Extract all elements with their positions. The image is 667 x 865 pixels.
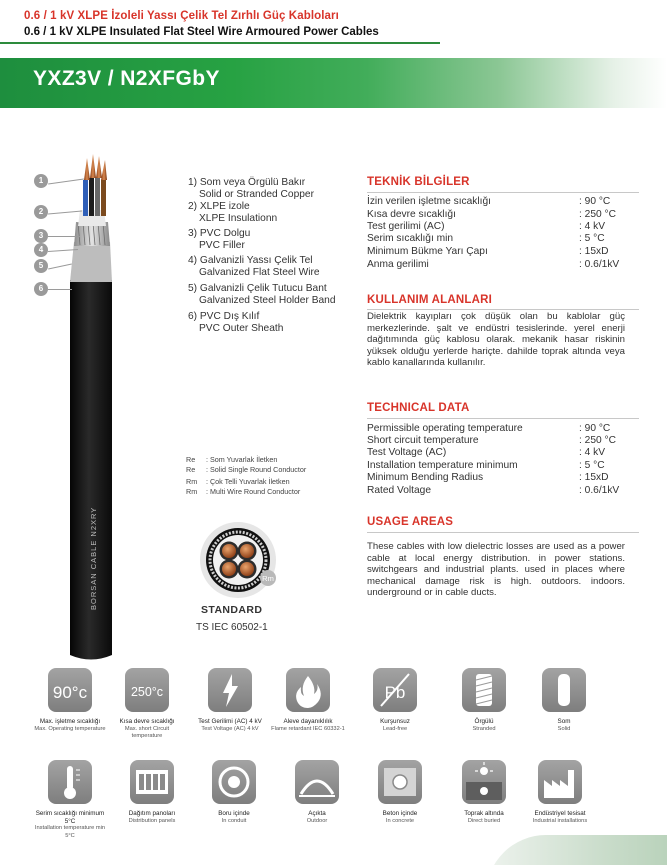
temp-250-icon <box>125 668 169 712</box>
callout-line-3 <box>48 236 80 237</box>
technical-row: Installation temperature minimum : 5 °C <box>367 460 605 471</box>
usage-rule <box>367 532 639 533</box>
section-badge: Rm <box>262 574 274 583</box>
feature-conduit: Boru içinde In conduit <box>196 760 272 825</box>
header-title-tr: 0.6 / 1 kV XLPE İzoleli Yassı Çelik Tel Zırhlı Güç Kabloları <box>24 10 339 22</box>
component-5: 5) Galvanizli Çelik Tutucu Bant Galvanized Steel Holder Band <box>188 283 336 306</box>
feature-distribution-panel: Dağıtım panoları Distribution panels <box>114 760 190 825</box>
callout-5: 5 <box>34 259 48 273</box>
kullanim-title: KULLANIM ALANLARI <box>367 294 492 306</box>
standard-title: STANDARD <box>201 604 263 616</box>
thermometer-icon <box>48 760 92 804</box>
concrete-icon <box>378 760 422 804</box>
usage-title: USAGE AREAS <box>367 516 454 528</box>
feature-test-voltage: Test Gerilimi (AC) 4 kV Test Voltage (AC) 4 kV <box>192 668 268 733</box>
component-6: 6) PVC Dış Kılıf PVC Outer Sheath <box>188 311 284 334</box>
technical-row: Permissible operating temperature : 90 °C <box>367 423 611 434</box>
cable-illustration <box>0 150 180 670</box>
lead-free-icon <box>373 668 417 712</box>
cable-drawing <box>0 150 180 670</box>
technical-row: Minimum Bending Radius : 15xD <box>367 472 609 483</box>
technical-row: Test Voltage (AC) : 4 kV <box>367 447 606 458</box>
feature-solid: Som Solid <box>526 668 602 733</box>
product-code: YXZ3V / N2XFGbY <box>33 67 220 90</box>
header-divider <box>0 42 440 44</box>
feature-industrial: Endüstriyel tesisat Industrial installations <box>522 760 598 825</box>
component-3: 3) PVC Dolgu PVC Filler <box>188 228 251 251</box>
feature-lead-free: Pb Kurşunsuz Lead-free <box>357 668 433 733</box>
legend-row: Rm : Multi Wire Round Conductor <box>186 487 301 496</box>
callout-3: 3 <box>34 229 48 243</box>
teknik-row: Minimum Bükme Yarı Çapı : 15xD <box>367 246 609 257</box>
svg-text:250°c: 250°c <box>130 685 164 699</box>
outdoor-icon <box>295 760 339 804</box>
decorative-corner <box>486 835 667 865</box>
svg-text:Pb: Pb <box>384 683 406 702</box>
feature-concrete: Beton içinde In concrete <box>362 760 438 825</box>
feature-temp-250: 250°c Kısa devre sıcaklığı Max. short Circuit temperature <box>109 668 185 741</box>
teknik-rule <box>367 192 639 193</box>
teknik-row: İzin verilen işletme sıcaklığı : 90 °C <box>367 196 611 207</box>
kullanim-rule <box>367 309 639 310</box>
component-2: 2) XLPE izole XLPE Insulationn <box>188 201 278 224</box>
stranded-icon <box>462 668 506 712</box>
conduit-icon <box>212 760 256 804</box>
standard-value: TS IEC 60502-1 <box>196 622 268 633</box>
callout-line-6 <box>48 289 72 290</box>
teknik-row: Test gerilimi (AC) : 4 kV <box>367 221 606 232</box>
technical-row: Short circuit temperature : 250 °C <box>367 435 616 446</box>
kullanim-text: Dielektrik kayıpları çok düşük olan bu kablolar güç merkezlerinde. şalt ve endüstri tesislerinde. yerel enerji dağıtımında güç kablosu olarak. mekanik hasar riskinin yüksek olduğu yerlerde hariçte. dahilde toprak altında veya kablo kanallarında kullanılır. <box>367 311 625 368</box>
callout-4: 4 <box>34 243 48 257</box>
teknik-row: Kısa devre sıcaklığı : 250 °C <box>367 209 616 220</box>
legend-row: Re : Solid Single Round Conductor <box>186 465 307 474</box>
header-title-en: 0.6 / 1 kV XLPE Insulated Flat Steel Wire Armoured Power Cables <box>24 26 379 38</box>
feature-outdoor: Açıkta Outdoor <box>279 760 355 825</box>
teknik-row: Anma gerilimi : 0.6/1kV <box>367 259 620 270</box>
test-voltage-icon <box>208 668 252 712</box>
technical-rule <box>367 418 639 419</box>
component-1: 1) Som veya Örgülü Bakır Solid or Stranded Copper <box>188 177 314 200</box>
feature-temp-90: 90°c Max. işletme sıcaklığı Max. Operating temperature <box>32 668 108 733</box>
buried-icon <box>462 760 506 804</box>
solid-icon <box>542 668 586 712</box>
legend-row: Re : Som Yuvarlak İletken <box>186 455 278 464</box>
distribution-panel-icon <box>130 760 174 804</box>
feature-thermometer: Serim sıcaklığı minimum 5°C Installation temperature min 5°C <box>32 760 108 840</box>
teknik-title: TEKNİK BİLGİLER <box>367 176 470 188</box>
cable-print-text: BORSAN CABLE N2XRY <box>89 506 98 610</box>
callout-6: 6 <box>34 282 48 296</box>
callout-2: 2 <box>34 205 48 219</box>
callout-1: 1 <box>34 174 48 188</box>
technical-title: TECHNICAL DATA <box>367 402 470 414</box>
teknik-row: Serim sıcaklığı min : 5 °C <box>367 233 605 244</box>
feature-stranded: Örgülü Stranded <box>446 668 522 733</box>
industrial-icon <box>538 760 582 804</box>
feature-buried: Toprak altında Direct buried <box>446 760 522 825</box>
legend-row: Rm : Çok Telli Yuvarlak İletken <box>186 477 290 486</box>
cable-cross-section <box>198 518 284 604</box>
svg-text:90°c: 90°c <box>52 683 88 702</box>
usage-text: These cables with low dielectric losses are used as a power cable at local energy distribution. in power stations. switchgears and industrial plants. used in places where mechanical damage risk is high. outdoors. indoors. underground or in cable ducts. <box>367 541 625 598</box>
component-4: 4) Galvanizli Yassı Çelik Tel Galvanized Flat Steel Wire <box>188 255 320 278</box>
technical-row: Rated Voltage : 0.6/1kV <box>367 485 620 496</box>
flame-retardant-icon <box>286 668 330 712</box>
feature-flame-retardant: Aleve dayanıklılık Flame retardant IEC 60332-1 <box>270 668 346 733</box>
temp-90-icon <box>48 668 92 712</box>
